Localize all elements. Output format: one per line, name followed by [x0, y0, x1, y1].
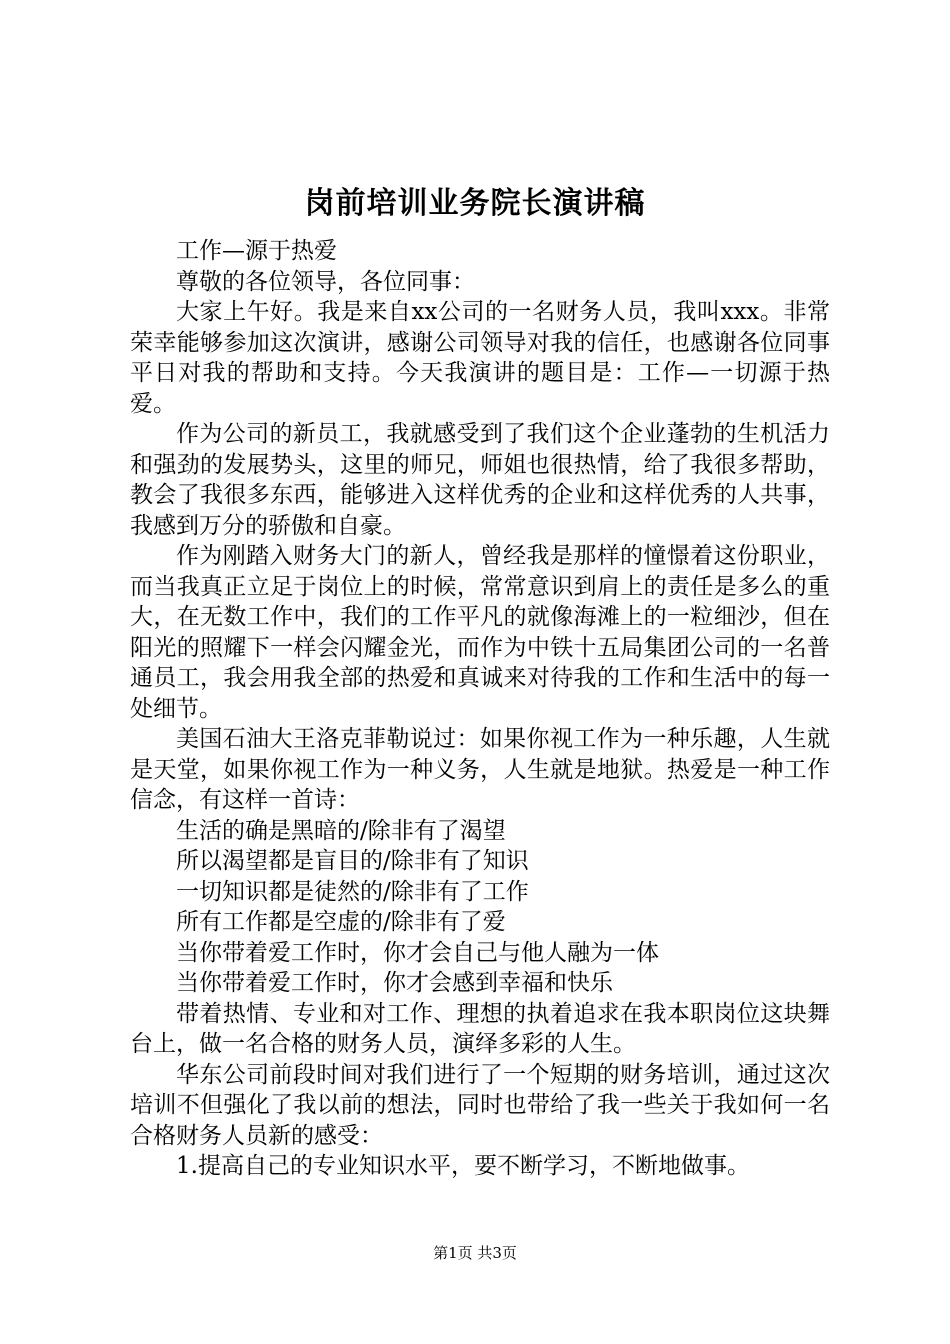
paragraph: 带着热情、专业和对工作、理想的执着追求在我本职岗位这块舞台上，做一名合格的财务人员，演绎多彩的人生。: [130, 1000, 830, 1057]
paragraph: 美国石油大王洛克菲勒说过：如果你视工作为一种乐趣，人生就是天堂，如果你视工作为一种义务，人生就是地狱。热爱是一种工作信念，有这样一首诗：: [130, 726, 830, 813]
poem-line: 所有工作都是空虚的/除非有了爱: [176, 909, 506, 935]
document-body: [130, 236, 830, 1182]
paragraph: 工作—源于热爱: [176, 238, 337, 264]
document-title: 岗前培训业务院长演讲稿: [304, 186, 646, 221]
poem-line: 当你带着爱工作时，你才会感到幸福和快乐: [176, 970, 613, 996]
paragraph: 大家上午好。我是来自xx公司的一名财务人员，我叫xxx。非常荣幸能够参加这次演讲，感谢公司领导对我的信任，也感谢各位同事平日对我的帮助和支持。今天我演讲的题目是：工作—一切源于热爱。: [130, 299, 830, 417]
paragraph: 作为公司的新员工，我就感受到了我们这个企业蓬勃的生机活力和强劲的发展势头，这里的师兄，师姐也很热情，给了我很多帮助，教会了我很多东西，能够进入这样优秀的企业和这样优秀的人共事，我感到万分的骄傲和自豪。: [130, 421, 830, 539]
poem-line: 生活的确是黑暗的/除非有了渴望: [176, 817, 506, 844]
paragraph: 作为刚踏入财务大门的新人，曾经我是那样的憧憬着这份职业，而当我真正立足于岗位上的时候，常常意识到肩上的责任是多么的重大，在无数工作中，我们的工作平凡的就像海滩上的一粒细沙，但在阳光的照耀下一样会闪耀金光，而作为中铁十五局集团公司的一名普通员工，我会用我全部的热爱和真诚来对待我的工作和生活中的每一处细节。: [130, 543, 830, 722]
paragraph: 华东公司前段时间对我们进行了一个短期的财务培训，通过这次培训不但强化了我以前的想法，同时也带给了我一些关于我如何一名合格财务人员新的感受：: [130, 1061, 830, 1149]
page-footer: 第1页 共3页: [433, 1244, 517, 1262]
poem-line: 所以渴望都是盲目的/除非有了知识: [176, 848, 529, 874]
poem-line: 当你带着爱工作时，你才会自己与他人融为一体: [176, 939, 659, 966]
poem-line: 一切知识都是徒然的/除非有了工作: [176, 878, 529, 905]
paragraph: 1.提高自己的专业知识水平，要不断学习，不断地做事。: [176, 1153, 750, 1179]
paragraph: 尊敬的各位领导，各位同事：: [176, 268, 475, 295]
